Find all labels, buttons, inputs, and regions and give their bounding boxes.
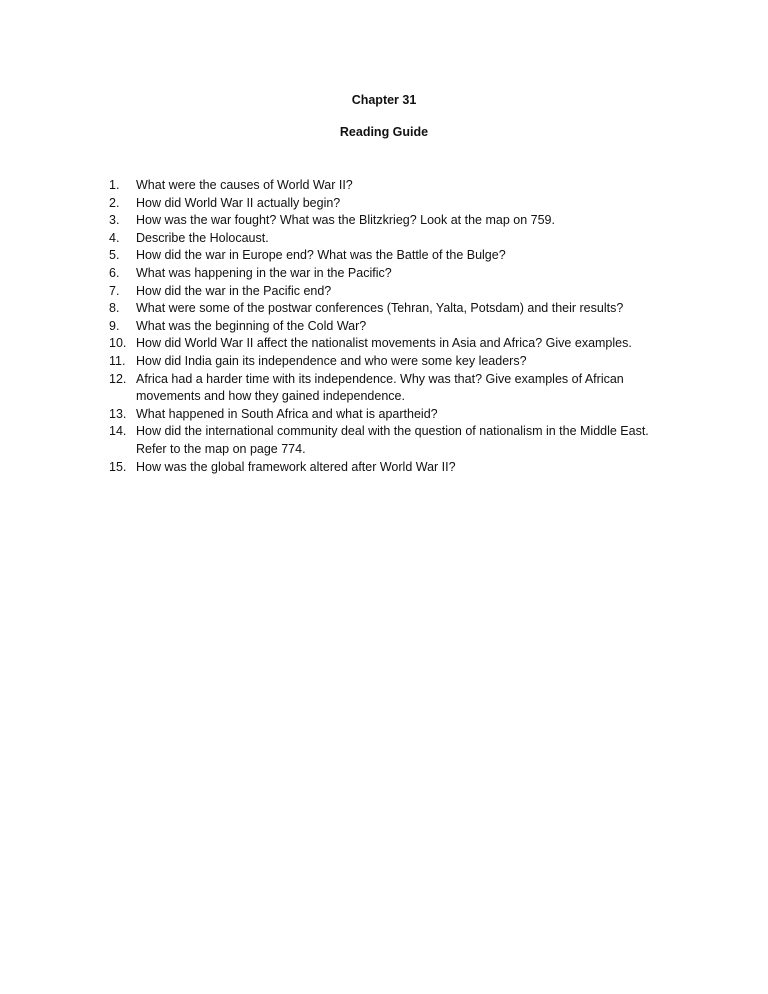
question-item [109, 371, 669, 406]
question-text: What were some of the postwar conferences (Tehran, Yalta, Potsdam) and their results? [136, 301, 624, 316]
question-text: How did the war in the Pacific end? [136, 283, 332, 298]
question-text: How did India gain its independence and who were some key leaders? [136, 353, 527, 368]
question-text: What were the causes of World War II? [136, 178, 353, 192]
question-number: 8. [109, 301, 120, 316]
question-number: 6. [109, 265, 120, 280]
question-number: 14. [109, 424, 127, 439]
question-number: 3. [109, 213, 120, 228]
question-text: How did the international community deal with the question of nationalism in the Middle East. Refer to the map on page 774. [136, 424, 649, 456]
question-item [109, 195, 669, 213]
question-item [109, 423, 669, 458]
question-list [109, 177, 669, 476]
question-number: 13. [109, 406, 127, 421]
question-number: 15. [109, 459, 127, 474]
question-text: What was the beginning of the Cold War? [136, 318, 367, 333]
question-item [109, 230, 669, 248]
question-number: 12. [109, 371, 127, 386]
question-number: 4. [109, 230, 120, 245]
question-number: 2. [109, 195, 120, 210]
question-number: 1. [109, 178, 120, 192]
question-number: 5. [109, 248, 120, 263]
question-text: Describe the Holocaust. [136, 230, 269, 245]
reading-guide-subtitle: Reading Guide [339, 125, 429, 139]
question-item [109, 265, 669, 283]
question-text: How did World War II affect the nationalist movements in Asia and Africa? Give examples. [136, 336, 632, 351]
question-text: What happened in South Africa and what is apartheid? [136, 406, 438, 421]
question-text: How was the global framework altered after World War II? [136, 459, 456, 474]
question-item [109, 335, 669, 353]
chapter-title: Chapter 31 [351, 93, 417, 107]
question-number: 11. [109, 353, 126, 368]
question-text: How did the war in Europe end? What was the Battle of the Bulge? [136, 248, 506, 263]
question-number: 7. [109, 283, 120, 298]
question-text: What was happening in the war in the Pacific? [136, 265, 392, 280]
question-item [109, 247, 669, 265]
question-item [109, 318, 669, 336]
question-text: How was the war fought? What was the Blitzkrieg? Look at the map on 759. [136, 213, 555, 228]
question-item [109, 212, 669, 230]
question-number: 9. [109, 318, 120, 333]
question-item [109, 459, 669, 477]
question-item [109, 177, 669, 195]
question-item [109, 353, 669, 371]
question-item [109, 406, 669, 424]
question-item [109, 283, 669, 301]
question-item [109, 300, 669, 318]
question-number: 10. [109, 336, 127, 351]
question-text: Africa had a harder time with its independence. Why was that? Give examples of African movements and how they gained independence. [136, 371, 624, 404]
question-text: How did World War II actually begin? [136, 195, 341, 210]
